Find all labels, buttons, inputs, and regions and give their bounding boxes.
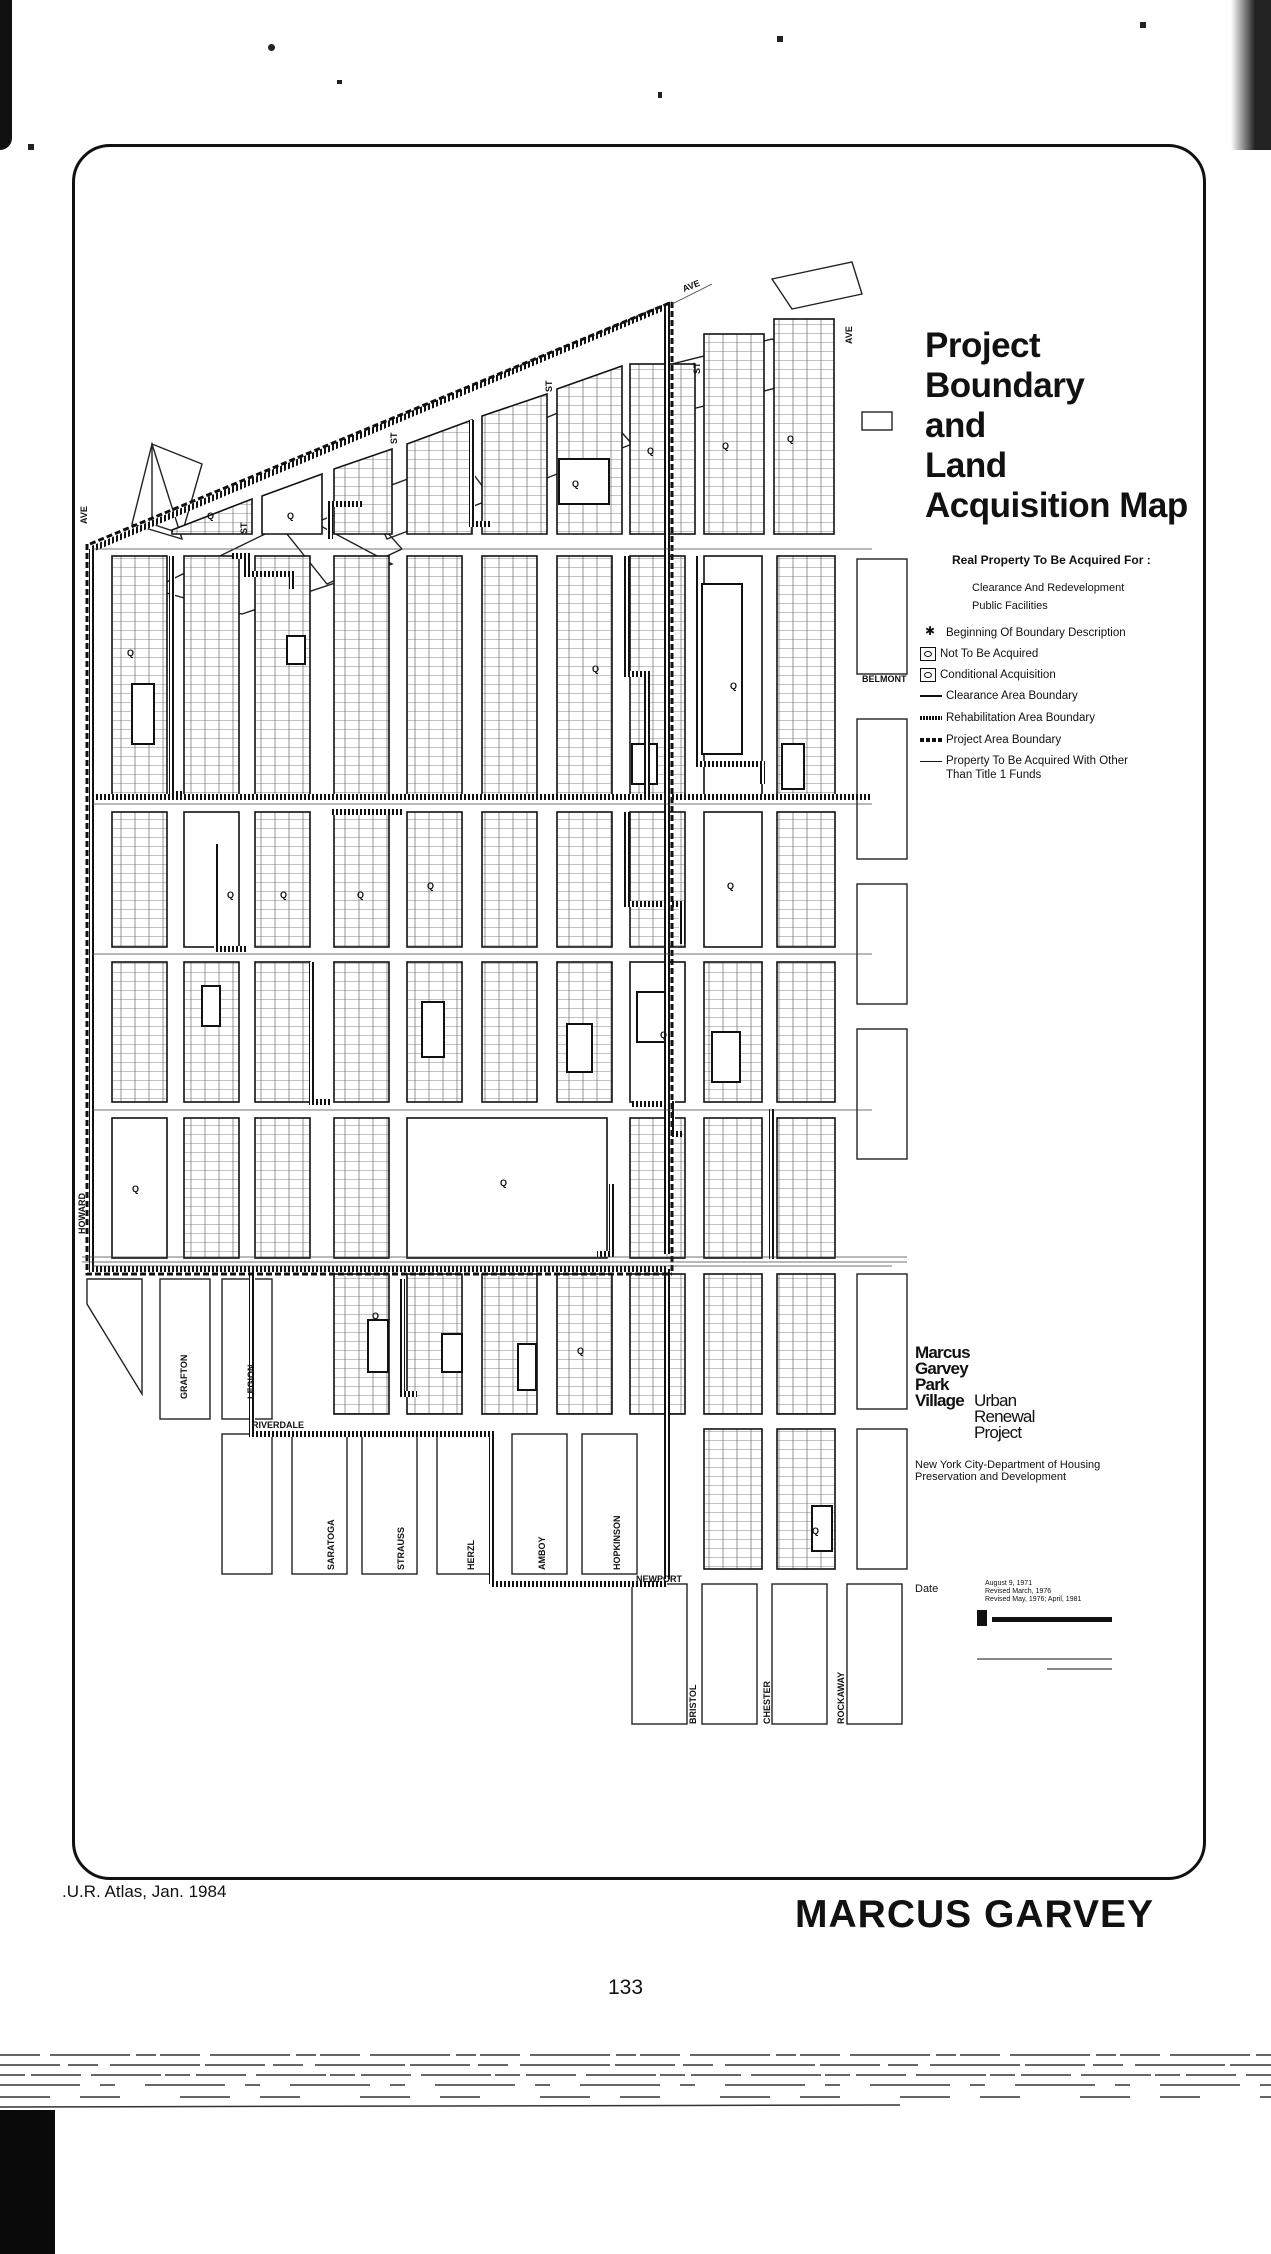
scan-artifact-lines [0,2045,1271,2115]
date-values [985,1580,1135,1604]
lot-mark: Q [572,479,580,489]
date-value: August 9, 1971 [985,1580,1033,1587]
street-label-rockaway: ROCKAWAY [836,1671,846,1724]
date-value: Revised May, 1976; April, 1981 [985,1596,1082,1603]
lot-mark: Q [127,648,135,658]
street-label-st: ST [544,380,554,392]
street-label-hopkinson: HOPKINSON [612,1515,622,1570]
project-title: MARCUS GARVEY [795,1893,1154,1936]
street-label-bristol: BRISTOL [688,1684,698,1724]
lot-mark: Q [722,441,730,451]
lot-mark: Q [577,1346,585,1356]
scan-edge [0,2110,55,2254]
legend-subhead: Public Facilities [972,600,1048,612]
lot-mark: Q [132,1184,140,1194]
legend-item [920,667,1200,683]
lot-mark: Q [287,511,295,521]
hatched-line-icon [920,711,942,725]
street-label-ave: AVE [681,277,702,294]
project-name [915,1345,970,1409]
legend-item-label: Clearance Area Boundary [946,690,1078,702]
map-title [925,326,1188,526]
scan-edge [1231,0,1271,150]
street-label-amboy: AMBOY [537,1536,547,1570]
box-icon [920,668,936,682]
legend-item [920,732,1200,748]
street-label-saratoga: SARATOGA [326,1519,336,1570]
project-name-line: Village [915,1391,964,1410]
dashed-line-icon [920,733,942,747]
legend-subhead: Clearance And Redevelopment [972,582,1125,594]
map-title-line: Project [925,326,1041,365]
street-label-riverdale: RIVERDALE [252,1420,305,1430]
lot-mark: Q [227,890,235,900]
legend-item-label: Project Area Boundary [946,734,1062,746]
lot-mark: Q [812,1526,820,1536]
agency-name: New York City-Department of Housing Preservation and Development [915,1459,1101,1483]
street-label-st: ST [692,362,702,374]
map-title-line: and [925,406,986,445]
scan-speck [268,44,275,51]
street-label-herzl: HERZL [466,1540,476,1570]
legend-item [920,625,1200,641]
lot-mark: Q [280,890,288,900]
project-name-line: Marcus [915,1343,970,1362]
thin-line-icon [920,754,942,768]
source-caption: .U.R. Atlas, Jan. 1984 [62,1882,227,1901]
scan-speck [658,92,662,98]
lot-mark: Q [207,511,215,521]
street-label-st: ST [389,432,399,444]
project-subtitle-line: Renewal [974,1407,1035,1426]
project-subtitle [974,1393,1035,1441]
street-label-legion: LEGION [246,1364,256,1399]
legend-heading: Real Property To Be Acquired For : [952,553,1151,567]
line-icon [920,689,942,703]
legend-item [920,688,1200,704]
box-icon [920,647,936,661]
lot-mark: Q [592,664,600,674]
lot-mark: Q [500,1178,508,1188]
lot-mark: Q [647,446,655,456]
scale-bar [977,1610,1112,1669]
legend-item [920,710,1200,726]
scan-speck [777,36,783,42]
map-title-line: Land [925,446,1007,485]
project-subtitle-line: Project [974,1423,1022,1442]
legend-item-label: Conditional Acquisition [940,669,1056,681]
date-value: Revised March, 1976 [985,1588,1052,1595]
legend-item-label: Not To Be Acquired [940,648,1039,660]
lot-mark: Q [357,890,365,900]
legend-item [920,646,1200,662]
lot-mark: Q [730,681,738,691]
street-label-ave: AVE [79,506,89,524]
page-number: 133 [608,1976,644,1999]
legend-item [920,754,1200,786]
map-title-line: Boundary [925,366,1085,405]
scan-speck [28,144,34,150]
legend-item-label: Property To Be Acquired With Other Than Title 1 Funds [946,755,1128,781]
lot-mark: Q [372,1311,380,1321]
street-label-grafton: GRAFTON [179,1354,189,1399]
street-label-newport: NEWPORT [636,1574,682,1584]
lot-mark: Q [727,881,735,891]
project-subtitle-line: Urban [974,1391,1017,1410]
street-label-strauss: STRAUSS [396,1526,406,1570]
street-label-chester: CHESTER [762,1680,772,1724]
map-title-line: Acquisition Map [925,486,1188,525]
scan-edge [0,0,12,150]
scan-speck [1140,22,1146,28]
date-label: Date [915,1583,939,1595]
lot-mark: Q [427,881,435,891]
star-icon [920,626,942,640]
project-name-line: Garvey [915,1359,968,1378]
project-name-line: Park [915,1375,949,1394]
lot-mark: Q [660,1030,668,1040]
scan-speck [337,80,342,84]
street-label-belmont: BELMONT [862,674,907,684]
street-label-st: ST [239,522,249,534]
legend-item-label: Beginning Of Boundary Description [946,627,1126,639]
street-label-howard: HOWARD [77,1193,87,1234]
legend-item-label: Rehabilitation Area Boundary [946,712,1095,724]
lot-mark: Q [787,434,795,444]
street-label-ave: AVE [844,326,854,344]
